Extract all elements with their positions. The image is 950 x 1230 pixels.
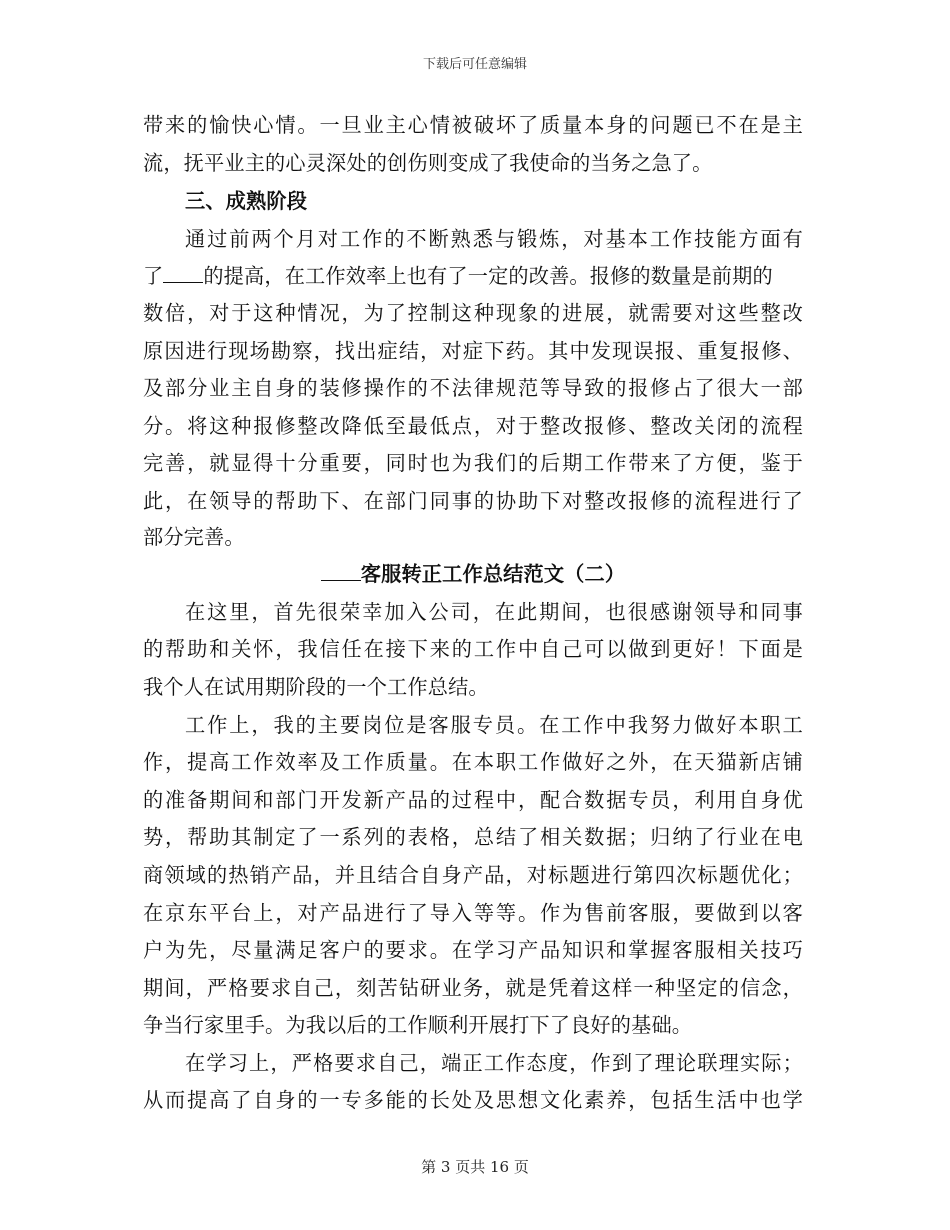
paragraph-line-with-blank	[143, 261, 803, 291]
paragraph-line: 带来的愉快心情。一旦业主心情被破坏了质量本身的问题已不在是主	[143, 113, 803, 137]
paragraph-line: 原因进行现场勘察，找出症结，对症下药。其中发现误报、重复报修、	[143, 339, 803, 363]
paragraph-line: 分。将这种报修整改降低至最低点，对于整改报修、整改关闭的流程	[143, 414, 803, 438]
page-footer: 第 3 页共 16 页	[421, 1158, 529, 1176]
paragraph-line: 期间，严格要求自己，刻苦钻研业务，就是凭着这样一种坚定的信念，	[143, 976, 803, 1000]
paragraph-line: 完善，就显得十分重要，同时也为我们的后期工作带来了方便，鉴于	[143, 451, 803, 475]
paragraph-line: 在学习上，严格要求自己，端正工作态度，作到了理论联理实际；	[185, 1051, 803, 1075]
paragraph-text: 的提高，在工作效率上也有了一定的改善。报修的数量是前期的	[203, 264, 773, 288]
title-blank	[321, 560, 361, 581]
paragraph-line: 此，在领导的帮助下、在部门同事的协助下对整改报修的流程进行了	[143, 489, 803, 513]
paragraph-line: 户为先，尽量满足客户的要求。在学习产品知识和掌握客服相关技巧	[143, 938, 803, 962]
paragraph-line: 争当行家里手。为我以后的工作顺利开展打下了良好的基础。	[143, 1013, 693, 1037]
section-heading: 三、成熟阶段	[185, 189, 308, 213]
paragraph-line: 的帮助和关怀，我信任在接下来的工作中自己可以做到更好！下面是	[143, 637, 803, 661]
paragraph-line: 在这里，首先很荣幸加入公司，在此期间，也很感谢领导和同事	[185, 600, 803, 624]
section-title	[143, 559, 803, 589]
paragraph-line: 数倍，对于这种情况，为了控制这种现象的进展，就需要对这些整改	[143, 301, 803, 325]
fill-in-blank	[163, 262, 203, 283]
paragraph-line: 的准备期间和部门开发新产品的过程中，配合数据专员，利用自身优	[143, 788, 803, 812]
paragraph-line: 部分完善。	[143, 525, 245, 549]
paragraph-line: 我个人在试用期阶段的一个工作总结。	[143, 675, 489, 699]
paragraph-line: 商领域的热销产品，并且结合自身产品，对标题进行第四次标题优化；	[143, 863, 803, 887]
paragraph-text: 了	[143, 264, 164, 288]
paragraph-line: 势，帮助其制定了一系列的表格，总结了相关数据；归纳了行业在电	[143, 825, 803, 849]
paragraph-line: 在京东平台上，对产品进行了导入等等。作为售前客服，要做到以客	[143, 901, 803, 925]
paragraph-line: 工作上，我的主要岗位是客服专员。在工作中我努力做好本职工	[185, 713, 803, 737]
page-header: 下载后可任意编辑	[422, 57, 527, 72]
paragraph-line: 作，提高工作效率及工作质量。在本职工作做好之外，在天猫新店铺	[143, 750, 803, 774]
section-title-text: 客服转正工作总结范文（二）	[360, 562, 626, 586]
paragraph-line: 通过前两个月对工作的不断熟悉与锻炼，对基本工作技能方面有	[185, 227, 803, 251]
paragraph-line: 流，抚平业主的心灵深处的创伤则变成了我使命的当务之急了。	[143, 151, 713, 175]
paragraph-line: 从而提高了自身的一专多能的长处及思想文化素养，包括生活中也学	[143, 1088, 803, 1112]
paragraph-line: 及部分业主自身的装修操作的不法律规范等导致的报修占了很大一部	[143, 376, 803, 400]
